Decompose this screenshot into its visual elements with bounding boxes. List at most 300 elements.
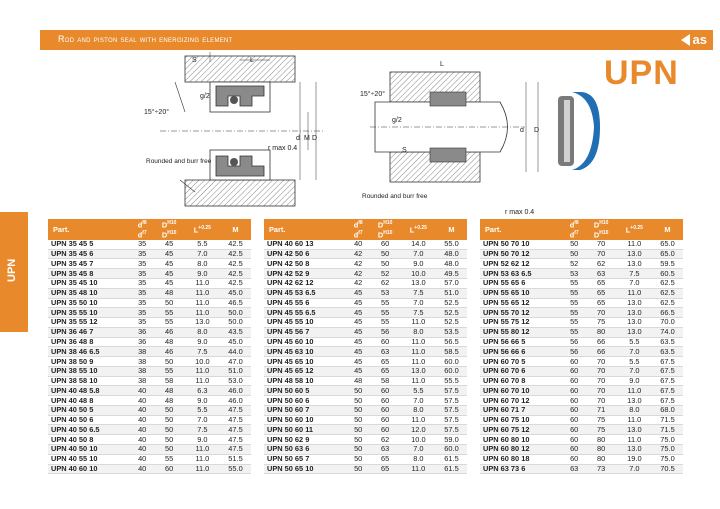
label-g2-right: g/2 [392, 117, 402, 124]
cell-M: 42.5 [220, 249, 251, 259]
table-row [480, 425, 683, 435]
part-number: UPN 35 45 7 [48, 259, 131, 269]
cell-M: 55.0 [220, 464, 251, 474]
cell-L: 11.0 [401, 376, 436, 386]
table-row [48, 415, 251, 425]
cell-d: 40 [131, 415, 154, 425]
cell-L: 6.3 [185, 386, 220, 396]
table-row [48, 269, 251, 279]
cell-L: 11.0 [401, 347, 436, 357]
cell-L: 11.0 [401, 337, 436, 347]
cell-d: 50 [347, 396, 370, 406]
part-number: UPN 40 50 6.5 [48, 425, 131, 435]
cell-D: 70 [586, 376, 617, 386]
part-number: UPN 42 52 9 [264, 269, 347, 279]
part-number: UPN 45 65 12 [264, 366, 347, 376]
cell-M: 60.0 [436, 357, 467, 367]
part-number: UPN 35 45 10 [48, 279, 131, 289]
part-number: UPN 35 45 8 [48, 269, 131, 279]
cell-d: 55 [563, 288, 586, 298]
cell-L: 14.0 [401, 240, 436, 249]
cell-L: 11.0 [617, 415, 652, 425]
cell-D: 80 [586, 454, 617, 464]
cell-d: 35 [131, 298, 154, 308]
table-row [264, 415, 467, 425]
logo-arrow-icon [681, 34, 690, 46]
table-row [48, 405, 251, 415]
part-number: UPN 40 60 10 [48, 464, 131, 474]
table-row [264, 435, 467, 445]
dimensions-table-3 [480, 219, 683, 474]
cell-L: 11.0 [185, 288, 220, 298]
part-number: UPN 53 63 6.5 [480, 269, 563, 279]
cell-M: 75.0 [652, 435, 683, 445]
table-row [480, 445, 683, 455]
cell-L: 13.0 [617, 327, 652, 337]
part-number: UPN 60 70 5 [480, 357, 563, 367]
cell-M: 70.5 [652, 464, 683, 474]
cell-D: 58 [154, 376, 185, 386]
cell-D: 75 [586, 318, 617, 328]
part-number: UPN 40 50 6 [48, 415, 131, 425]
part-number: UPN 45 65 10 [264, 357, 347, 367]
cell-L: 7.0 [401, 298, 436, 308]
cell-D: 60 [370, 386, 401, 396]
cell-D: 60 [370, 240, 401, 249]
cell-d: 35 [131, 240, 154, 249]
cell-M: 50.0 [220, 318, 251, 328]
cell-d: 35 [131, 308, 154, 318]
cell-M: 60.0 [436, 366, 467, 376]
label-rmax-left: r max 0.4 [268, 145, 298, 152]
cell-d: 36 [131, 337, 154, 347]
cell-D: 80 [586, 327, 617, 337]
cell-d: 40 [131, 396, 154, 406]
col-M: M [652, 219, 683, 240]
cell-M: 62.5 [652, 298, 683, 308]
cell-D: 48 [154, 337, 185, 347]
cell-L: 13.0 [185, 318, 220, 328]
cell-M: 51.0 [436, 288, 467, 298]
cell-M: 60.0 [436, 445, 467, 455]
cell-d: 42 [347, 279, 370, 289]
table-row [48, 318, 251, 328]
cell-D: 45 [154, 269, 185, 279]
cell-L: 11.0 [617, 288, 652, 298]
cell-d: 38 [131, 366, 154, 376]
part-number: UPN 60 80 12 [480, 445, 563, 455]
label-D-right: D [534, 127, 540, 134]
side-tab-label: UPN [6, 258, 18, 282]
cell-L: 13.0 [617, 445, 652, 455]
cell-L: 9.0 [401, 259, 436, 269]
seal-ring-image [558, 92, 600, 170]
cell-M: 47.5 [220, 415, 251, 425]
col-D: $D^{H10}$ $D^{H10}$ [586, 219, 617, 240]
cell-D: 53 [370, 288, 401, 298]
cell-M: 50.0 [220, 308, 251, 318]
label-m-left: M [304, 135, 310, 142]
cell-M: 51.0 [220, 366, 251, 376]
table-row [480, 347, 683, 357]
cell-M: 53.0 [220, 376, 251, 386]
part-number: UPN 50 63 6 [264, 445, 347, 455]
table-row [264, 240, 467, 249]
cell-M: 47.5 [220, 425, 251, 435]
side-tab [0, 212, 28, 332]
cell-D: 65 [586, 298, 617, 308]
cell-d: 56 [563, 347, 586, 357]
table-row [480, 298, 683, 308]
cell-L: 7.0 [617, 366, 652, 376]
cell-L: 9.0 [185, 435, 220, 445]
cell-d: 45 [347, 288, 370, 298]
cell-L: 11.0 [185, 366, 220, 376]
cell-D: 75 [586, 425, 617, 435]
cell-d: 50 [347, 425, 370, 435]
part-number: UPN 60 70 12 [480, 396, 563, 406]
cell-D: 50 [154, 357, 185, 367]
cell-L: 13.0 [617, 298, 652, 308]
cell-M: 57.5 [436, 425, 467, 435]
cell-L: 5.5 [617, 337, 652, 347]
table-row [480, 249, 683, 259]
cell-D: 66 [586, 347, 617, 357]
table-row [264, 366, 467, 376]
part-number: UPN 45 63 10 [264, 347, 347, 357]
cell-M: 62.5 [652, 288, 683, 298]
cell-L: 7.0 [401, 396, 436, 406]
cell-M: 47.5 [220, 405, 251, 415]
cell-D: 56 [370, 327, 401, 337]
table-row [264, 327, 467, 337]
cell-M: 67.5 [652, 386, 683, 396]
cell-L: 11.0 [185, 376, 220, 386]
cell-L: 7.5 [401, 288, 436, 298]
cell-d: 55 [563, 327, 586, 337]
cell-L: 11.0 [401, 415, 436, 425]
cell-L: 9.0 [617, 376, 652, 386]
cell-M: 46.0 [220, 386, 251, 396]
cell-L: 11.0 [617, 435, 652, 445]
cell-M: 61.5 [436, 464, 467, 474]
part-number: UPN 40 48 5.8 [48, 386, 131, 396]
part-number: UPN 38 58 10 [48, 376, 131, 386]
part-number: UPN 52 62 12 [480, 259, 563, 269]
part-number: UPN 45 60 10 [264, 337, 347, 347]
cell-L: 11.0 [185, 279, 220, 289]
cell-d: 50 [563, 240, 586, 249]
label-rounded-right: Rounded and burr free [362, 193, 428, 200]
cell-L: 5.5 [185, 405, 220, 415]
table-row [48, 386, 251, 396]
cell-D: 60 [370, 396, 401, 406]
label-angle-right: 15°÷20° [360, 91, 386, 98]
cell-L: 7.0 [617, 464, 652, 474]
piston-seal-section [370, 72, 538, 182]
table-row [264, 357, 467, 367]
cell-D: 70 [586, 386, 617, 396]
section-header [40, 30, 713, 50]
part-number: UPN 40 50 8 [48, 435, 131, 445]
cell-L: 8.0 [185, 259, 220, 269]
cell-d: 36 [131, 327, 154, 337]
cell-M: 67.5 [652, 357, 683, 367]
cell-d: 50 [347, 445, 370, 455]
cell-L: 8.0 [401, 327, 436, 337]
table-row [48, 347, 251, 357]
table-row [480, 288, 683, 298]
label-d-right: d [520, 127, 524, 134]
table-row [264, 396, 467, 406]
cell-L: 7.0 [401, 249, 436, 259]
table-row [48, 249, 251, 259]
cell-L: 13.0 [401, 279, 436, 289]
cell-L: 8.0 [617, 405, 652, 415]
cell-D: 65 [370, 357, 401, 367]
cell-L: 10.0 [401, 435, 436, 445]
col-D: $D^{H10}$ $D^{H10}$ [154, 219, 185, 240]
cell-L: 8.0 [185, 327, 220, 337]
col-d: $d^{f8}$ $d^{f7}$ [563, 219, 586, 240]
cell-D: 48 [154, 396, 185, 406]
table-row [480, 279, 683, 289]
cell-L: 8.0 [401, 405, 436, 415]
table-row [480, 337, 683, 347]
part-number: UPN 56 66 5 [480, 337, 563, 347]
label-l-left: L [250, 57, 254, 64]
cell-L: 11.0 [617, 386, 652, 396]
part-number: UPN 36 48 8 [48, 337, 131, 347]
table-row [48, 435, 251, 445]
table-row [264, 376, 467, 386]
cell-d: 50 [347, 386, 370, 396]
part-number: UPN 60 70 10 [480, 386, 563, 396]
cell-L: 7.0 [617, 347, 652, 357]
cell-M: 48.0 [436, 259, 467, 269]
col-M: M [220, 219, 251, 240]
logo-text: as [692, 32, 707, 47]
cell-D: 58 [370, 376, 401, 386]
table-row [48, 259, 251, 269]
part-number: UPN 60 70 6 [480, 366, 563, 376]
cell-d: 42 [347, 259, 370, 269]
cell-d: 55 [563, 279, 586, 289]
cell-D: 45 [154, 240, 185, 249]
cell-M: 55.0 [436, 240, 467, 249]
cell-M: 57.5 [436, 396, 467, 406]
cell-D: 65 [586, 279, 617, 289]
table-row [480, 464, 683, 474]
cell-M: 67.5 [652, 366, 683, 376]
table-row [264, 279, 467, 289]
part-number: UPN 55 70 12 [480, 308, 563, 318]
cell-D: 70 [586, 366, 617, 376]
part-number: UPN 42 62 12 [264, 279, 347, 289]
cell-d: 38 [131, 347, 154, 357]
cell-d: 35 [131, 249, 154, 259]
cell-M: 57.5 [436, 415, 467, 425]
label-s-left: S [192, 57, 197, 64]
table-row [48, 337, 251, 347]
cell-M: 61.5 [436, 454, 467, 464]
part-number: UPN 60 80 10 [480, 435, 563, 445]
table-row [480, 357, 683, 367]
cell-L: 11.0 [401, 464, 436, 474]
part-number: UPN 60 71 7 [480, 405, 563, 415]
cell-L: 9.0 [185, 269, 220, 279]
cell-L: 11.0 [401, 318, 436, 328]
cell-D: 62 [586, 259, 617, 269]
cell-d: 60 [563, 357, 586, 367]
col-part: Part. [48, 219, 131, 240]
table-row [264, 425, 467, 435]
cell-M: 70.0 [652, 318, 683, 328]
cell-D: 45 [154, 249, 185, 259]
cell-L: 11.0 [185, 464, 220, 474]
cell-D: 70 [586, 240, 617, 249]
rod-seal-section [160, 52, 325, 206]
part-number: UPN 40 50 10 [48, 445, 131, 455]
cell-d: 40 [131, 464, 154, 474]
cell-d: 35 [131, 279, 154, 289]
cell-d: 45 [347, 318, 370, 328]
part-number: UPN 55 75 12 [480, 318, 563, 328]
table-row [480, 366, 683, 376]
cell-M: 58.5 [436, 347, 467, 357]
cell-L: 11.0 [401, 357, 436, 367]
table-row [48, 327, 251, 337]
cell-L: 7.5 [401, 308, 436, 318]
cell-M: 47.0 [220, 357, 251, 367]
table-row [264, 347, 467, 357]
part-number: UPN 60 75 10 [480, 415, 563, 425]
cell-M: 60.5 [652, 269, 683, 279]
col-L: $L^{+0.25}$ [617, 219, 652, 240]
cell-D: 60 [370, 425, 401, 435]
cell-d: 63 [563, 464, 586, 474]
table-row [48, 240, 251, 249]
part-number: UPN 40 60 13 [264, 240, 347, 249]
cell-D: 55 [154, 308, 185, 318]
cell-d: 45 [347, 337, 370, 347]
table-row [48, 366, 251, 376]
part-number: UPN 45 55 6 [264, 298, 347, 308]
col-part: Part. [264, 219, 347, 240]
cell-D: 50 [154, 425, 185, 435]
part-number: UPN 50 60 5 [264, 386, 347, 396]
table-row [480, 415, 683, 425]
cell-L: 7.0 [185, 249, 220, 259]
cell-M: 67.5 [652, 396, 683, 406]
part-number: UPN 45 53 6.5 [264, 288, 347, 298]
cell-d: 60 [563, 366, 586, 376]
cell-D: 63 [370, 445, 401, 455]
table-row [48, 308, 251, 318]
part-number: UPN 40 55 10 [48, 454, 131, 464]
label-rounded-left: Rounded and burr free [146, 158, 212, 165]
cell-D: 52 [370, 269, 401, 279]
cell-d: 60 [563, 405, 586, 415]
part-number: UPN 55 80 12 [480, 327, 563, 337]
cell-M: 42.5 [220, 259, 251, 269]
cell-L: 7.0 [617, 279, 652, 289]
cell-M: 51.5 [220, 454, 251, 464]
cell-L: 10.0 [401, 269, 436, 279]
cell-L: 13.0 [617, 249, 652, 259]
table-row [264, 454, 467, 464]
cell-M: 63.5 [652, 337, 683, 347]
cell-d: 56 [563, 337, 586, 347]
cell-M: 57.5 [436, 405, 467, 415]
part-number: UPN 35 50 10 [48, 298, 131, 308]
cell-L: 5.5 [401, 386, 436, 396]
part-number: UPN 50 70 12 [480, 249, 563, 259]
cell-D: 60 [370, 337, 401, 347]
table-row [264, 464, 467, 474]
cell-M: 45.0 [220, 337, 251, 347]
col-d: $d^{f8}$ $d^{f7}$ [347, 219, 370, 240]
cell-d: 45 [347, 366, 370, 376]
cell-M: 57.0 [436, 279, 467, 289]
table-row [480, 327, 683, 337]
cell-d: 60 [563, 415, 586, 425]
cell-D: 70 [586, 396, 617, 406]
cell-D: 50 [154, 298, 185, 308]
cell-M: 42.5 [220, 269, 251, 279]
cell-d: 60 [563, 454, 586, 464]
cell-M: 46.0 [220, 396, 251, 406]
table-body-1 [48, 240, 251, 474]
part-number: UPN 45 55 10 [264, 318, 347, 328]
part-number: UPN 50 60 11 [264, 425, 347, 435]
cell-L: 11.0 [185, 298, 220, 308]
part-number: UPN 55 65 6 [480, 279, 563, 289]
cell-M: 71.5 [652, 425, 683, 435]
cell-M: 65.0 [652, 249, 683, 259]
table-row [264, 308, 467, 318]
cell-D: 46 [154, 327, 185, 337]
cell-D: 50 [154, 445, 185, 455]
cell-L: 11.0 [185, 454, 220, 464]
table-row [480, 240, 683, 249]
part-number: UPN 40 48 8 [48, 396, 131, 406]
cell-M: 47.5 [220, 435, 251, 445]
cell-D: 55 [154, 318, 185, 328]
cell-L: 7.0 [401, 445, 436, 455]
cell-D: 65 [370, 464, 401, 474]
cell-d: 40 [131, 435, 154, 445]
part-number: UPN 50 60 6 [264, 396, 347, 406]
cell-d: 42 [347, 249, 370, 259]
table-row [264, 298, 467, 308]
table-row [480, 318, 683, 328]
cell-d: 45 [347, 347, 370, 357]
cell-M: 53.5 [436, 327, 467, 337]
col-part: Part. [480, 219, 563, 240]
cell-d: 60 [563, 425, 586, 435]
table-row [480, 435, 683, 445]
cell-d: 50 [347, 415, 370, 425]
cell-d: 38 [131, 357, 154, 367]
cell-d: 40 [131, 405, 154, 415]
cell-L: 10.0 [185, 357, 220, 367]
cell-M: 65.0 [652, 240, 683, 249]
cell-M: 42.5 [220, 279, 251, 289]
cell-D: 70 [586, 308, 617, 318]
part-number: UPN 36 46 7 [48, 327, 131, 337]
label-d-left: d [296, 135, 300, 142]
